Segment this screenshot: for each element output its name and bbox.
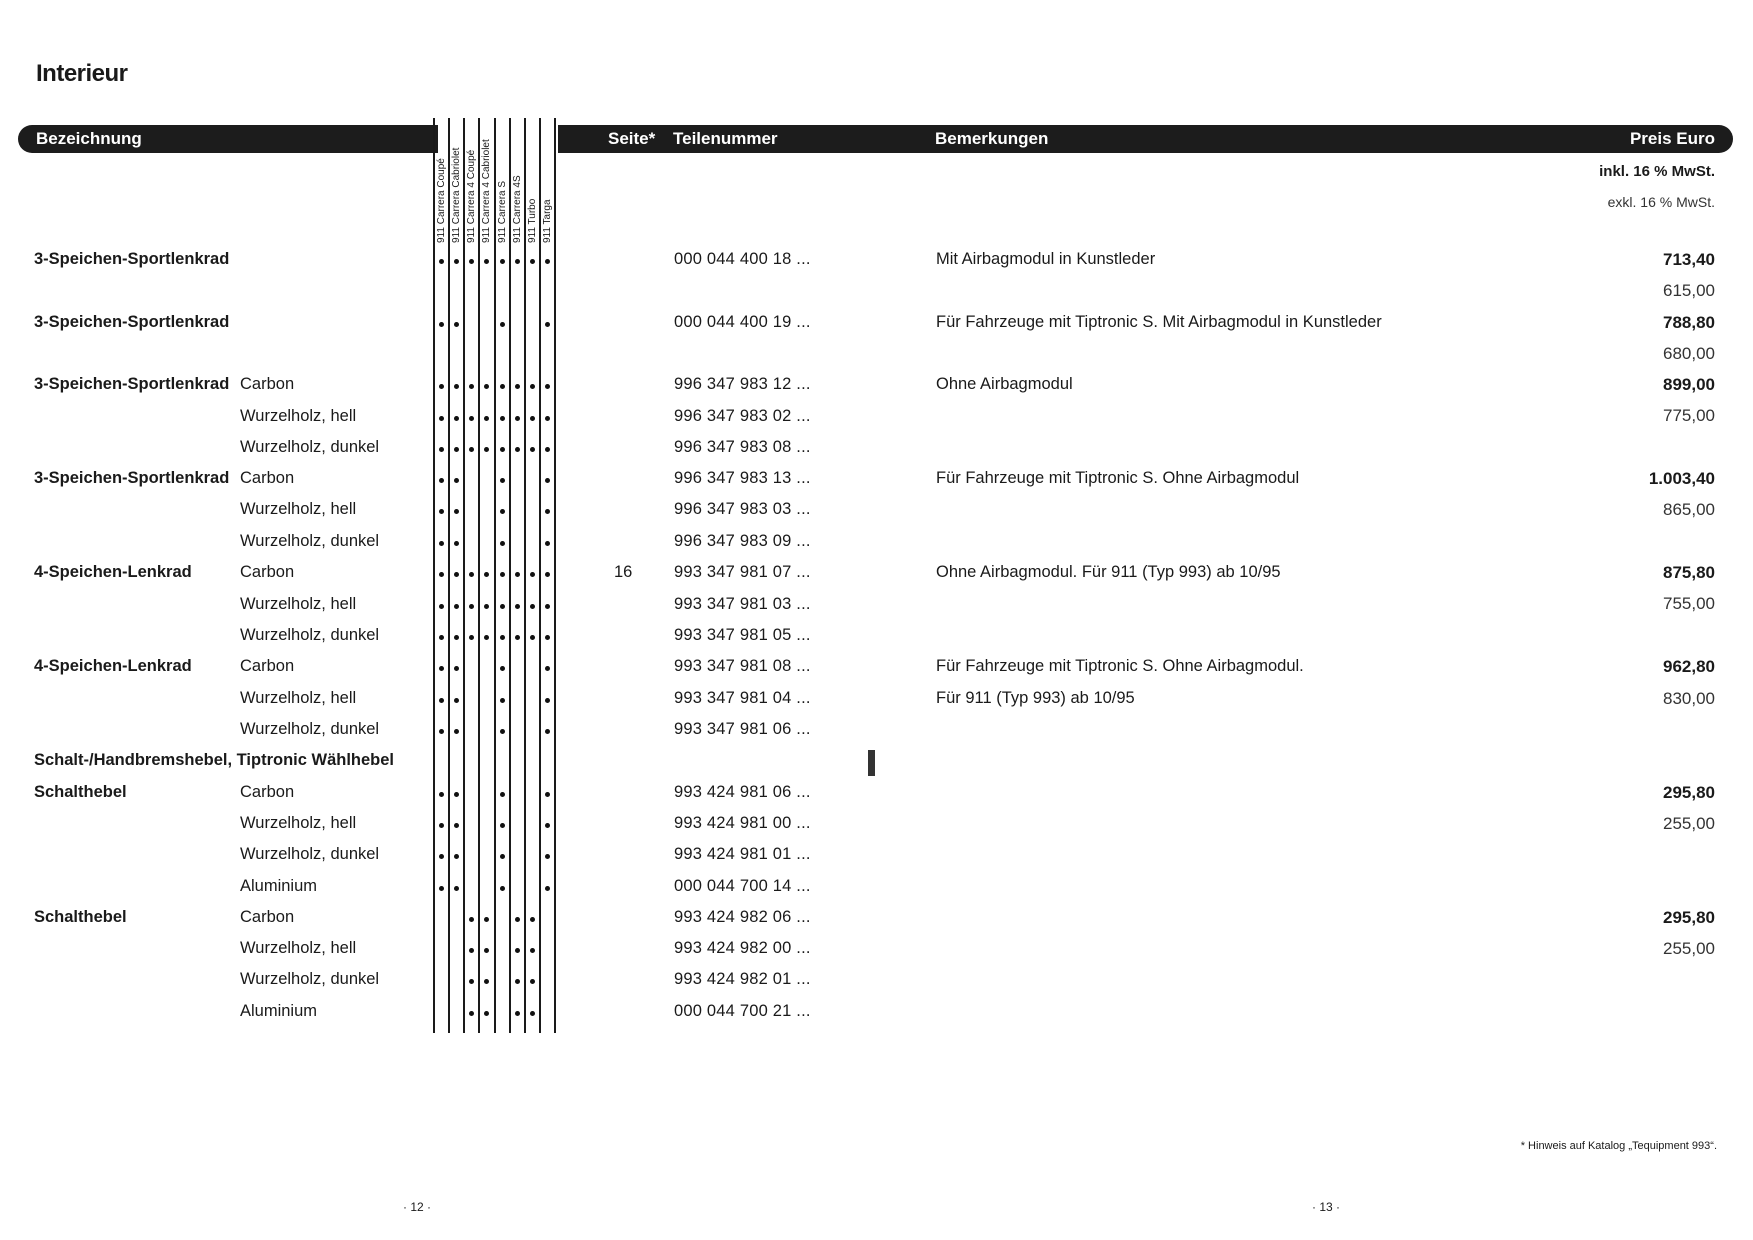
availability-dot: [515, 948, 520, 953]
availability-dot: [454, 478, 459, 483]
header-bar-left: [18, 125, 438, 153]
part-number: 996 347 983 12 ...: [674, 375, 811, 393]
part-name: 3-Speichen-Sportlenkrad: [34, 313, 230, 331]
availability-dot: [545, 792, 550, 797]
header-seite: Seite*: [608, 129, 656, 148]
availability-dot: [545, 478, 550, 483]
price-incl-tax: 295,80: [1663, 783, 1715, 802]
availability-dot: [500, 854, 505, 859]
part-name: 3-Speichen-Sportlenkrad: [34, 250, 230, 268]
availability-dot: [515, 384, 520, 389]
availability-dot: [500, 322, 505, 327]
model-label: 911 Carrera 4S: [512, 175, 523, 243]
part-number: 996 347 983 09 ...: [674, 532, 811, 550]
table-row: [0, 657, 1753, 688]
availability-dot: [439, 322, 444, 327]
part-variant: Wurzelholz, hell: [240, 814, 357, 832]
model-label: 911 Carrera Cabriolet: [451, 147, 462, 243]
availability-dot: [545, 509, 550, 514]
availability-dot: [439, 666, 444, 671]
part-variant: Carbon: [240, 657, 295, 675]
price-incl-tax: 875,80: [1663, 563, 1715, 582]
table-row: [0, 532, 1753, 563]
catalog-page: 16: [614, 563, 633, 581]
availability-dot: [500, 823, 505, 828]
availability-dot: [469, 1011, 474, 1016]
table-row: [0, 1002, 1753, 1033]
header-bezeichnung: Bezeichnung: [36, 129, 142, 148]
part-variant: Wurzelholz, hell: [240, 939, 357, 957]
price-excl-tax: 755,00: [1663, 594, 1715, 613]
availability-dot: [469, 604, 474, 609]
availability-dot: [469, 259, 474, 264]
availability-dot: [439, 541, 444, 546]
part-variant: Aluminium: [240, 1002, 318, 1020]
remark: Mit Airbagmodul in Kunstleder: [936, 250, 1156, 268]
availability-dot: [454, 259, 459, 264]
availability-dot: [545, 322, 550, 327]
part-variant: Wurzelholz, hell: [240, 500, 357, 518]
availability-dot: [500, 509, 505, 514]
availability-dot: [454, 572, 459, 577]
part-name: 4-Speichen-Lenkrad: [34, 657, 192, 675]
table-row: [0, 877, 1753, 908]
availability-dot: [500, 635, 505, 640]
availability-dot: [439, 729, 444, 734]
table-row: [0, 845, 1753, 876]
table-row: [0, 407, 1753, 438]
price-excl-tax: 865,00: [1663, 500, 1715, 519]
part-number: 993 347 981 03 ...: [674, 595, 811, 613]
header-bar-middle: [558, 125, 878, 153]
availability-dot: [454, 666, 459, 671]
availability-dot: [484, 1011, 489, 1016]
availability-dot: [515, 447, 520, 452]
availability-dot: [439, 604, 444, 609]
part-number: 996 347 983 02 ...: [674, 407, 811, 425]
availability-dot: [484, 384, 489, 389]
part-variant: Wurzelholz, dunkel: [240, 532, 380, 550]
model-label: 911 Carrera Coupé: [436, 158, 447, 243]
availability-dot: [484, 635, 489, 640]
price-excl-tax: 615,00: [1663, 281, 1715, 300]
availability-dot: [530, 604, 535, 609]
part-variant: Carbon: [240, 908, 295, 926]
availability-dot: [439, 572, 444, 577]
table-row: [0, 689, 1753, 720]
part-variant: Wurzelholz, dunkel: [240, 970, 380, 988]
availability-dot: [530, 572, 535, 577]
price-incl-tax: 713,40: [1663, 250, 1715, 269]
part-number: 993 424 982 01 ...: [674, 970, 811, 988]
availability-dot: [545, 541, 550, 546]
availability-dot: [469, 979, 474, 984]
availability-dot: [530, 384, 535, 389]
footnote: * Hinweis auf Katalog „Tequipment 993“.: [1520, 1140, 1717, 1152]
availability-dot: [469, 917, 474, 922]
availability-dot: [454, 729, 459, 734]
price-incl-tax: 962,80: [1663, 657, 1715, 676]
availability-dot: [500, 792, 505, 797]
part-number: 000 044 400 19 ...: [674, 313, 811, 331]
part-name: Schalt-/Handbremshebel, Tiptronic Wählhebel: [34, 751, 395, 769]
part-variant: Wurzelholz, hell: [240, 595, 357, 613]
availability-dot: [500, 729, 505, 734]
page-spine-mark: [868, 750, 875, 776]
part-number: 993 424 982 00 ...: [674, 939, 811, 957]
availability-dot: [454, 698, 459, 703]
availability-dot: [530, 416, 535, 421]
price-excl-tax: 680,00: [1663, 344, 1715, 363]
availability-dot: [515, 259, 520, 264]
model-label: 911 Carrera 4 Coupé: [466, 149, 477, 243]
availability-dot: [500, 541, 505, 546]
remark: Für Fahrzeuge mit Tiptronic S. Ohne Airbagmodul.: [936, 657, 1304, 675]
model-label: 911 Targa: [542, 199, 553, 243]
remark: Für Fahrzeuge mit Tiptronic S. Mit Airbagmodul in Kunstleder: [936, 313, 1382, 331]
model-label: 911 Turbo: [527, 198, 538, 243]
part-number: 000 044 700 21 ...: [674, 1002, 811, 1020]
table-row: [0, 720, 1753, 751]
availability-dot: [515, 979, 520, 984]
model-label: 911 Carrera 4 Cabriolet: [481, 139, 492, 243]
availability-dot: [530, 635, 535, 640]
table-row: [0, 250, 1753, 300]
table-row: [0, 438, 1753, 469]
availability-dot: [439, 698, 444, 703]
availability-dot: [500, 604, 505, 609]
availability-dot: [500, 698, 505, 703]
part-number: 996 347 983 08 ...: [674, 438, 811, 456]
availability-dot: [500, 447, 505, 452]
availability-dot: [500, 886, 505, 891]
availability-dot: [545, 698, 550, 703]
availability-dot: [500, 666, 505, 671]
remark: Ohne Airbagmodul: [936, 375, 1073, 393]
table-row: [0, 500, 1753, 531]
part-variant: Wurzelholz, hell: [240, 689, 357, 707]
availability-dot: [545, 635, 550, 640]
part-number: 000 044 700 14 ...: [674, 877, 811, 895]
availability-dot: [545, 729, 550, 734]
availability-dot: [515, 604, 520, 609]
availability-dot: [439, 416, 444, 421]
page-title: Interieur: [36, 60, 128, 87]
availability-dot: [469, 384, 474, 389]
part-name: 3-Speichen-Sportlenkrad: [34, 375, 230, 393]
part-number: 993 347 981 05 ...: [674, 626, 811, 644]
availability-dot: [469, 447, 474, 452]
availability-dot: [454, 509, 459, 514]
part-variant: Wurzelholz, dunkel: [240, 845, 380, 863]
availability-dot: [545, 384, 550, 389]
availability-dot: [545, 572, 550, 577]
header-teilenummer: Teilenummer: [673, 129, 778, 148]
part-variant: Wurzelholz, dunkel: [240, 438, 380, 456]
availability-dot: [454, 416, 459, 421]
availability-dot: [454, 541, 459, 546]
table-row: [0, 814, 1753, 845]
part-number: 996 347 983 13 ...: [674, 469, 811, 487]
availability-dot: [530, 259, 535, 264]
table-row: [0, 626, 1753, 657]
part-variant: Carbon: [240, 783, 295, 801]
excl-tax-label: exkl. 16 % MwSt.: [1607, 194, 1715, 210]
availability-dot: [515, 1011, 520, 1016]
availability-dot: [454, 792, 459, 797]
availability-dot: [454, 322, 459, 327]
part-variant: Carbon: [240, 563, 295, 581]
availability-dot: [530, 917, 535, 922]
table-row: [0, 970, 1753, 1001]
availability-dot: [515, 416, 520, 421]
part-number: 993 424 981 01 ...: [674, 845, 811, 863]
part-number: 993 347 981 06 ...: [674, 720, 811, 738]
price-incl-tax: 1.003,40: [1648, 469, 1715, 488]
part-number: 993 347 981 08 ...: [674, 657, 811, 675]
price-excl-tax: 775,00: [1663, 406, 1715, 425]
availability-dot: [439, 854, 444, 859]
availability-dot: [484, 917, 489, 922]
availability-dot: [454, 854, 459, 859]
table-row: [0, 595, 1753, 626]
part-number: 993 424 981 06 ...: [674, 783, 811, 801]
availability-dot: [530, 979, 535, 984]
availability-dot: [439, 823, 444, 828]
price-incl-tax: 788,80: [1663, 313, 1715, 332]
availability-dot: [545, 259, 550, 264]
availability-dot: [469, 572, 474, 577]
availability-dot: [500, 572, 505, 577]
header-bemerkungen: Bemerkungen: [935, 129, 1049, 148]
availability-dot: [454, 635, 459, 640]
header-preis: Preis Euro: [1629, 129, 1715, 148]
part-name: 4-Speichen-Lenkrad: [34, 563, 192, 581]
availability-dot: [439, 259, 444, 264]
availability-dot: [545, 666, 550, 671]
table-row: [0, 313, 1753, 363]
table-row: [0, 939, 1753, 970]
part-number: 996 347 983 03 ...: [674, 500, 811, 518]
header-bar-right: [878, 125, 1733, 153]
part-number: 993 424 981 00 ...: [674, 814, 811, 832]
part-variant: Carbon: [240, 375, 295, 393]
availability-dot: [500, 478, 505, 483]
availability-dot: [515, 917, 520, 922]
availability-dot: [500, 416, 505, 421]
availability-dot: [454, 823, 459, 828]
availability-dot: [500, 384, 505, 389]
availability-dot: [439, 384, 444, 389]
availability-dot: [484, 948, 489, 953]
availability-dot: [484, 604, 489, 609]
availability-dot: [484, 979, 489, 984]
availability-dot: [545, 886, 550, 891]
remark: Für Fahrzeuge mit Tiptronic S. Ohne Airbagmodul: [936, 469, 1300, 487]
availability-dot: [484, 572, 489, 577]
availability-dot: [515, 635, 520, 640]
incl-tax-label: inkl. 16 % MwSt.: [1599, 163, 1715, 180]
price-excl-tax: 255,00: [1663, 939, 1715, 958]
availability-dot: [530, 447, 535, 452]
availability-dot: [439, 478, 444, 483]
availability-dot: [454, 886, 459, 891]
price-incl-tax: 899,00: [1663, 375, 1715, 394]
part-variant: Carbon: [240, 469, 295, 487]
availability-dot: [454, 384, 459, 389]
table-row: [0, 751, 1753, 782]
price-incl-tax: 295,80: [1663, 908, 1715, 927]
availability-dot: [439, 792, 444, 797]
availability-dot: [545, 823, 550, 828]
part-number: 993 347 981 07 ...: [674, 563, 811, 581]
availability-dot: [545, 854, 550, 859]
availability-dot: [484, 416, 489, 421]
remark: Für 911 (Typ 993) ab 10/95: [936, 689, 1135, 707]
part-number: 993 424 982 06 ...: [674, 908, 811, 926]
availability-dot: [439, 886, 444, 891]
availability-dot: [454, 604, 459, 609]
remark: Ohne Airbagmodul. Für 911 (Typ 993) ab 10/95: [936, 563, 1281, 581]
availability-dot: [469, 948, 474, 953]
model-label: 911 Carrera S: [497, 180, 508, 243]
part-name: Schalthebel: [34, 783, 127, 801]
part-name: Schalthebel: [34, 908, 127, 926]
availability-dot: [439, 635, 444, 640]
part-variant: Wurzelholz, hell: [240, 407, 357, 425]
availability-dot: [545, 416, 550, 421]
availability-dot: [439, 447, 444, 452]
page-number-left: · 12 ·: [403, 1200, 432, 1214]
part-number: 000 044 400 18 ...: [674, 250, 811, 268]
page-number-right: · 13 ·: [1312, 1200, 1341, 1214]
availability-dot: [530, 948, 535, 953]
part-number: 993 347 981 04 ...: [674, 689, 811, 707]
availability-dot: [469, 635, 474, 640]
availability-dot: [545, 447, 550, 452]
part-variant: Aluminium: [240, 877, 318, 895]
price-incl-tax: 830,00: [1663, 689, 1715, 708]
part-variant: Wurzelholz, dunkel: [240, 720, 380, 738]
availability-dot: [545, 604, 550, 609]
availability-dot: [484, 447, 489, 452]
availability-dot: [439, 509, 444, 514]
availability-dot: [500, 259, 505, 264]
availability-dot: [515, 572, 520, 577]
availability-dot: [454, 447, 459, 452]
availability-dot: [530, 1011, 535, 1016]
price-excl-tax: 255,00: [1663, 814, 1715, 833]
availability-dot: [469, 416, 474, 421]
availability-dot: [484, 259, 489, 264]
part-name: 3-Speichen-Sportlenkrad: [34, 469, 230, 487]
part-variant: Wurzelholz, dunkel: [240, 626, 380, 644]
